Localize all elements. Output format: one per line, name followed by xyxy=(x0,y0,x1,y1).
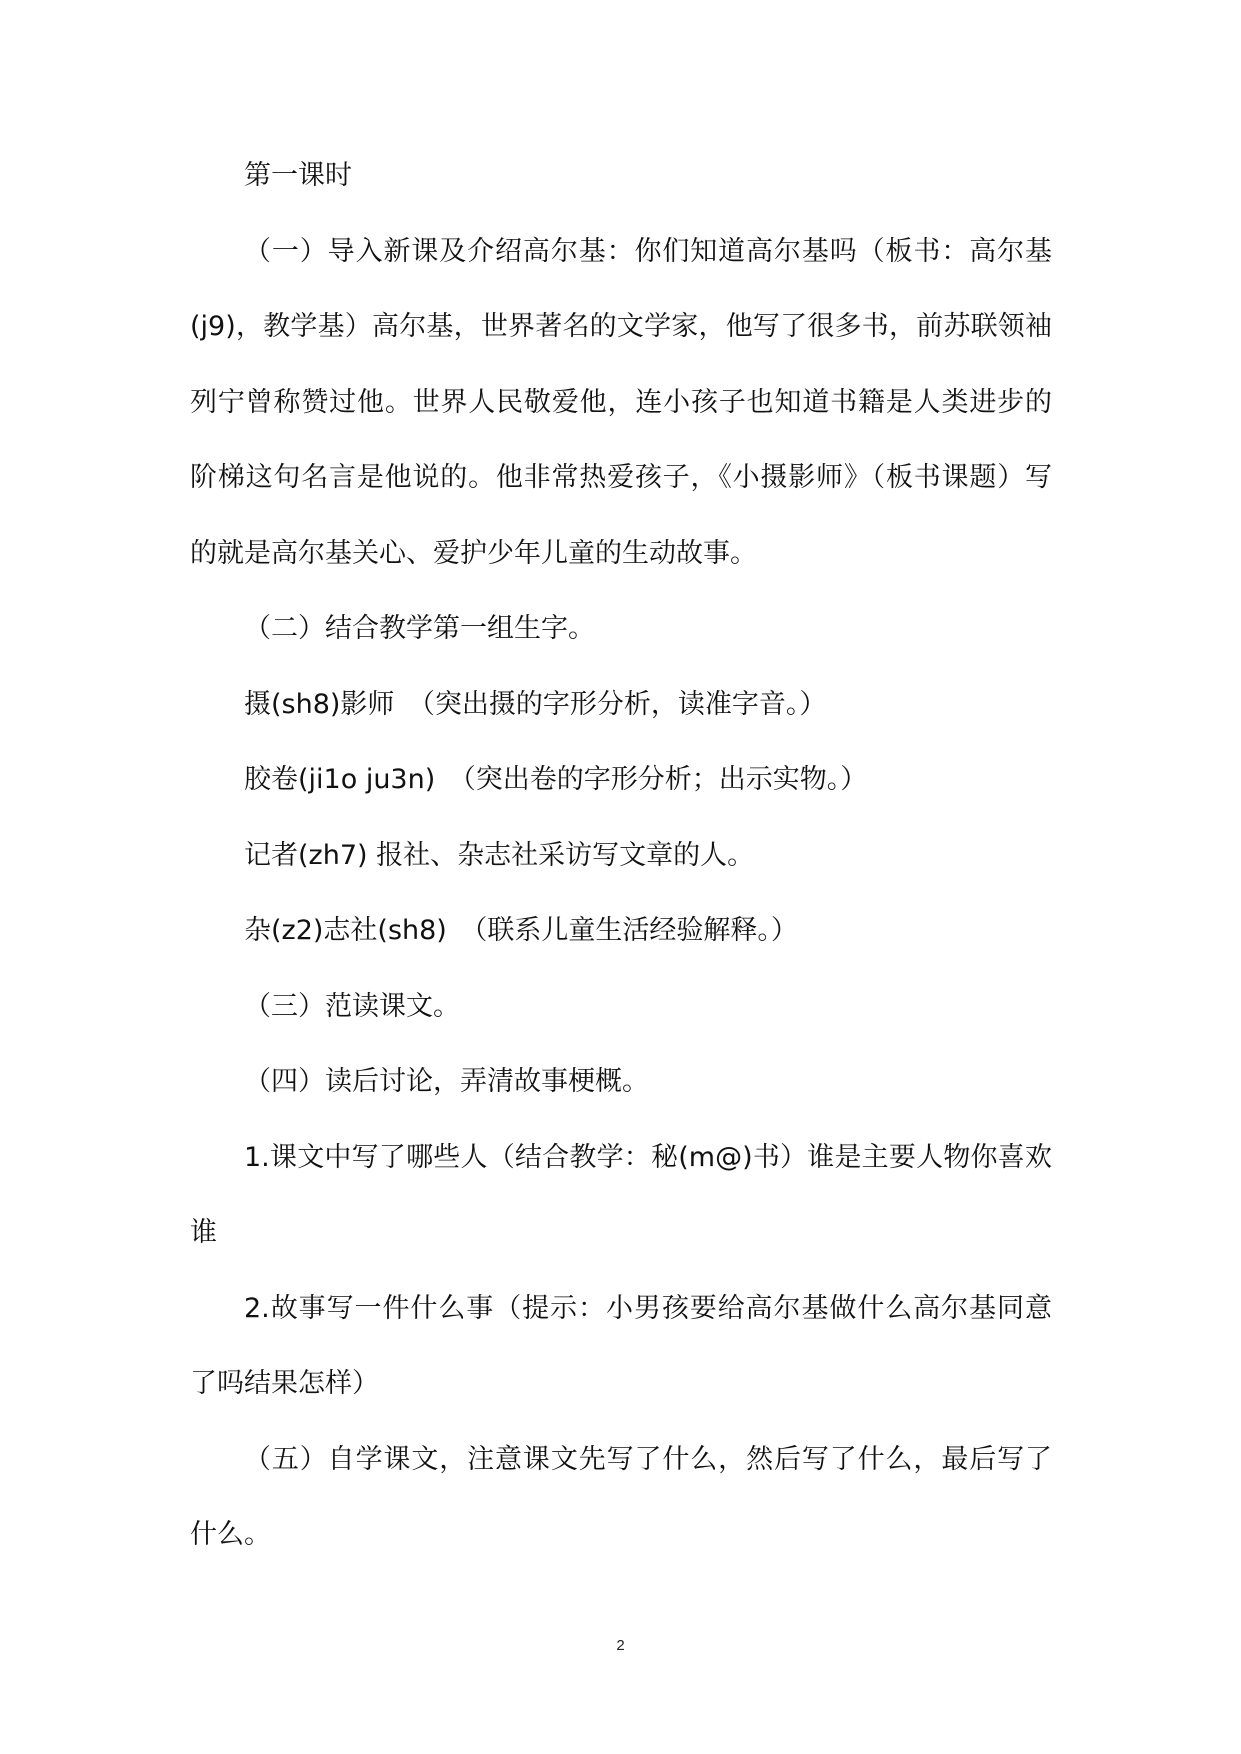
vocab-item-1: 摄(sh8)影师 （突出摄的字形分析，读准字音。） xyxy=(244,688,827,720)
question-1: 1.课文中写了哪些人（结合教学：秘(m@)书）谁是主要人物你喜欢谁 xyxy=(190,1141,1052,1248)
paragraph-section-5: （五）自学课文，注意课文先写了什么，然后写了什么，最后写了什么。 xyxy=(190,1443,1052,1550)
vocab-item-4: 杂(z2)志社(sh8) （联系儿童生活经验解释。） xyxy=(244,915,798,946)
paragraph-section-4: （四）读后讨论，弄清故事梗概。 xyxy=(244,1066,649,1097)
page-number: 2 xyxy=(616,1637,625,1654)
paragraph-section-3: （三）范读课文。 xyxy=(244,990,460,1022)
vocab-item-3: 记者(zh7) 报社、杂志社采访写文章的人。 xyxy=(244,839,755,871)
paragraph-intro: （一）导入新课及介绍高尔基：你们知道高尔基吗（板书：高尔基(j9)，教学基）高尔基，世界著名的文学家，他写了很多书，前苏联领袖列宁曾称赞过他。世界人民敬爱他，连小孩子也知道书籍是人类进步的阶梯这句名言是他说的。他非常热爱孩子，《小摄影师》（板书课题）写的就是高尔基关心、爱护少年儿童的生动故事。 xyxy=(190,235,1052,569)
document-body xyxy=(190,138,1052,1573)
paragraph-section-2: （二）结合教学第一组生字。 xyxy=(244,613,595,644)
question-2: 2.故事写一件什么事（提示：小男孩要给高尔基做什么高尔基同意了吗结果怎样） xyxy=(190,1292,1052,1399)
lesson-heading: 第一课时 xyxy=(244,160,352,191)
vocab-item-2: 胶卷(ji1o ju3n) （突出卷的字形分析；出示实物。） xyxy=(244,764,868,795)
